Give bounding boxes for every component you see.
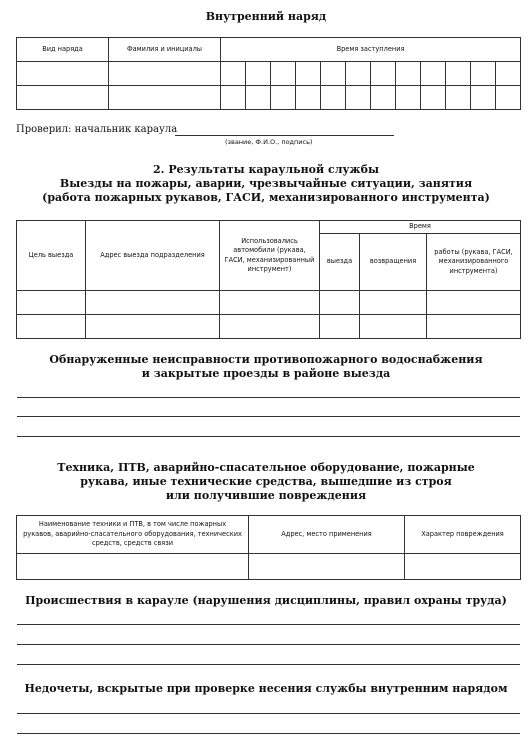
header-address: Адрес выезда подразделения xyxy=(86,221,220,291)
table-cell[interactable] xyxy=(17,291,86,315)
table-cell[interactable] xyxy=(371,62,396,86)
section2-title-line1: 2. Результаты караульной службы xyxy=(153,163,379,176)
section4-title xyxy=(0,461,532,503)
table-cell[interactable] xyxy=(86,315,220,339)
writing-line[interactable] xyxy=(17,713,520,714)
table-cell[interactable] xyxy=(17,554,249,580)
checked-by-label: Проверил: начальник караула xyxy=(16,124,178,135)
writing-line[interactable] xyxy=(17,436,520,437)
table-cell[interactable] xyxy=(471,86,496,110)
signature-hint: (звание, Ф.И.О., подпись) xyxy=(225,138,313,146)
table-cell[interactable] xyxy=(496,86,521,110)
table-cell[interactable] xyxy=(220,315,320,339)
table-cell[interactable] xyxy=(320,315,360,339)
table-cell[interactable] xyxy=(109,86,221,110)
table-cell[interactable] xyxy=(249,554,405,580)
table-cell[interactable] xyxy=(446,86,471,110)
table-cell[interactable] xyxy=(421,86,446,110)
table-cell[interactable] xyxy=(296,62,321,86)
table-cell[interactable] xyxy=(396,86,421,110)
section2-title-line3: (работа пожарных рукавов, ГАСИ, механизированного инструмента) xyxy=(42,191,490,204)
writing-line[interactable] xyxy=(17,624,520,625)
header-return: возвращения xyxy=(360,234,427,291)
table-cell[interactable] xyxy=(321,86,346,110)
table-row xyxy=(17,315,521,339)
header-goal: Цель выезда xyxy=(17,221,86,291)
signature-line[interactable] xyxy=(175,135,394,136)
header-work: работы (рукава, ГАСИ, механизированного инструмента) xyxy=(427,234,521,291)
writing-line[interactable] xyxy=(17,664,520,665)
section6-title: Недочеты, вскрытые при проверке несения службы внутренним нарядом xyxy=(24,682,508,695)
table-cell[interactable] xyxy=(320,291,360,315)
writing-line[interactable] xyxy=(17,644,520,645)
internal-duty-table xyxy=(16,37,521,110)
table-cell[interactable] xyxy=(321,62,346,86)
table-cell[interactable] xyxy=(346,86,371,110)
section4-title-line1: Техника, ПТВ, аварийно-спасательное оборудование, пожарные xyxy=(57,461,475,474)
writing-line[interactable] xyxy=(17,397,520,398)
table-cell[interactable] xyxy=(396,62,421,86)
table-cell[interactable] xyxy=(427,315,521,339)
table-cell[interactable] xyxy=(17,62,109,86)
table-cell[interactable] xyxy=(360,315,427,339)
header-full-name: Фамилия и инициалы xyxy=(109,38,221,62)
header-equipment-name: Наименование техники и ПТВ, в том числе пожарных рукавов, аварийно-спасательного оборудования, технических средств, средств связи xyxy=(17,516,249,554)
writing-line[interactable] xyxy=(17,416,520,417)
section3-title-line1: Обнаруженные неисправности противопожарного водоснабжения xyxy=(49,353,483,366)
service-results-table xyxy=(16,220,521,339)
table-cell[interactable] xyxy=(221,86,246,110)
table-cell[interactable] xyxy=(221,62,246,86)
table-cell[interactable] xyxy=(405,554,521,580)
table-cell[interactable] xyxy=(86,291,220,315)
table-cell[interactable] xyxy=(346,62,371,86)
header-damage-type: Характер повреждения xyxy=(405,516,521,554)
header-start-time: Время заступления xyxy=(221,38,521,62)
table-cell[interactable] xyxy=(427,291,521,315)
table-cell[interactable] xyxy=(17,86,109,110)
table-cell[interactable] xyxy=(271,86,296,110)
table-row xyxy=(17,86,521,110)
table-cell[interactable] xyxy=(496,62,521,86)
table-cell[interactable] xyxy=(360,291,427,315)
table-row xyxy=(17,62,521,86)
table-cell[interactable] xyxy=(17,315,86,339)
writing-line[interactable] xyxy=(17,733,520,734)
table-cell[interactable] xyxy=(446,62,471,86)
section4-title-line2: рукава, иные технические средства, вышедшие из строя xyxy=(80,475,452,488)
table-cell[interactable] xyxy=(246,86,271,110)
header-departure: выезда xyxy=(320,234,360,291)
table-cell[interactable] xyxy=(271,62,296,86)
damaged-equipment-table xyxy=(16,515,521,580)
header-time: Время xyxy=(320,221,521,234)
section2-title xyxy=(0,163,532,205)
internal-duty-title: Внутренний наряд xyxy=(205,10,327,23)
section2-title-line2: Выезды на пожары, аварии, чрезвычайные ситуации, занятия xyxy=(59,177,473,190)
table-cell[interactable] xyxy=(421,62,446,86)
section5-title: Происшествия в карауле (нарушения дисциплины, правил охраны труда) xyxy=(25,594,507,607)
section3-title-line2: и закрытые проезды в районе выезда xyxy=(141,367,391,380)
table-cell[interactable] xyxy=(296,86,321,110)
header-duty-type: Вид наряда xyxy=(17,38,109,62)
table-cell[interactable] xyxy=(371,86,396,110)
table-row xyxy=(17,554,521,580)
section3-title xyxy=(0,353,532,381)
table-row xyxy=(17,291,521,315)
table-cell[interactable] xyxy=(246,62,271,86)
table-cell[interactable] xyxy=(220,291,320,315)
section4-title-line3: или получившие повреждения xyxy=(165,489,367,502)
table-cell[interactable] xyxy=(471,62,496,86)
header-application-address: Адрес, место применения xyxy=(249,516,405,554)
header-used-vehicles: Использовались автомобили (рукава, ГАСИ, механизированный инструмент) xyxy=(220,221,320,291)
table-cell[interactable] xyxy=(109,62,221,86)
